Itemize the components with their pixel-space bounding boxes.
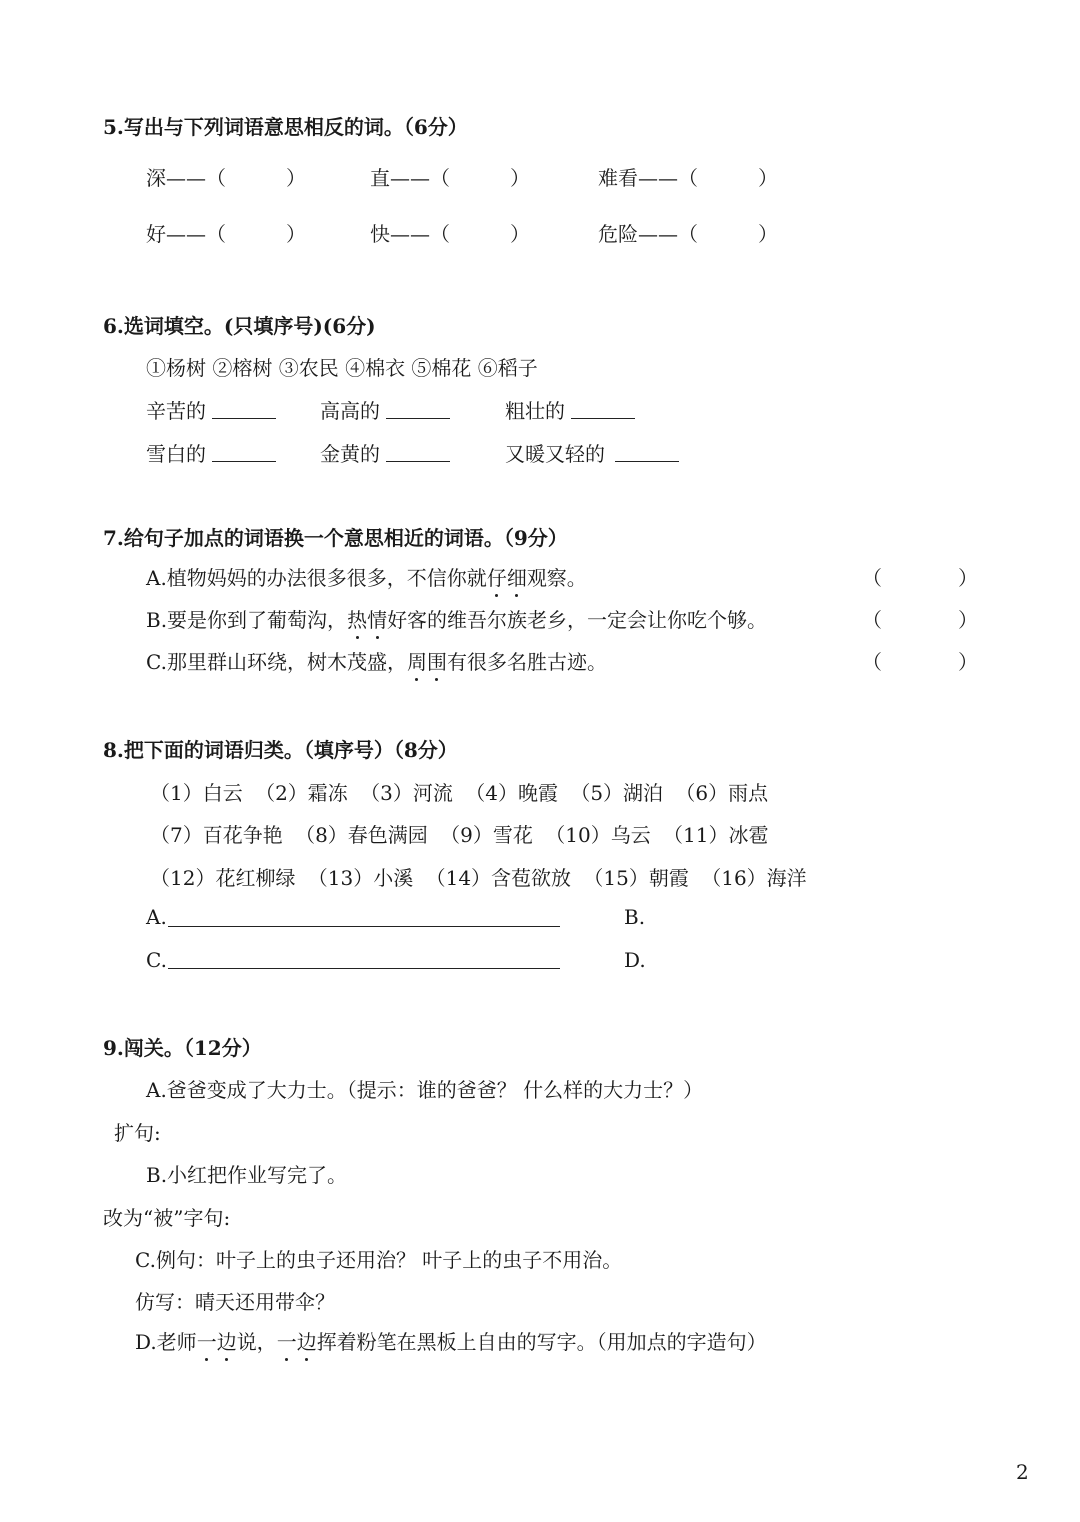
q8-row-2: （7）百花争艳 （8）春色满园 （9）雪花 （10）乌云 （11）冰雹	[150, 823, 769, 847]
q6-blank-2: 高高的	[320, 399, 380, 423]
q6-blank-5: 金黄的	[320, 442, 380, 466]
q7-paren-close-c: ）	[958, 650, 978, 674]
q6-blank-6: 又暖又轻的	[505, 442, 605, 466]
q7-paren-open-a: （	[862, 566, 882, 590]
q7-paren-open-b: （	[862, 608, 882, 632]
q6-blank-1: 辛苦的	[146, 399, 206, 423]
q5-item-1: 深——（ ）	[146, 166, 306, 190]
q7-sentence-c: C.那里群山环绕，树木茂盛，周围有很多名胜古迹。	[146, 646, 607, 675]
emphasis-char: 情	[367, 604, 387, 633]
q5-item-2: 直——（ ）	[370, 166, 530, 190]
q6-blank-3: 粗壮的	[505, 399, 565, 423]
q8-label-b: B.	[624, 905, 646, 929]
page-number: 2	[1016, 1460, 1029, 1484]
q9-dotted-word-1	[197, 1330, 237, 1354]
emphasis-char: 边	[217, 1326, 237, 1355]
q6-blank-5-line[interactable]	[386, 461, 450, 462]
q5-item-6: 危险——（ ）	[598, 222, 778, 246]
q5-item-4: 好——（ ）	[146, 222, 306, 246]
q7-sentence-a: A.植物妈妈的办法很多很多，不信你就仔细观察。	[146, 562, 587, 591]
q9-label-b: 改为“被”字句:	[103, 1206, 231, 1230]
q7-paren-close-a: ）	[958, 566, 978, 590]
q5-item-5: 快——（ ）	[370, 222, 530, 246]
q7-dotted-word-c	[407, 650, 447, 674]
q8-row-1: （1）白云 （2）霜冻 （3）河流 （4）晚霞 （5）湖泊 （6）雨点	[150, 781, 769, 805]
q8-row-3: （12）花红柳绿 （13）小溪 （14）含苞欲放 （15）朝霞 （16）海洋	[150, 866, 807, 890]
q9-part-c: C.例句：叶子上的虫子还用治？ 叶子上的虫子不用治。	[135, 1248, 623, 1272]
emphasis-char: 仔	[487, 562, 507, 591]
q8-label-d: D.	[624, 948, 646, 972]
q7-sentence-b: B.要是你到了葡萄沟，热情好客的维吾尔族老乡，一定会让你吃个够。	[146, 604, 767, 633]
q7-title: 7.给句子加点的词语换一个意思相近的词语。（9分）	[103, 526, 568, 550]
q6-blank-2-line[interactable]	[386, 418, 450, 419]
emphasis-char: 一	[277, 1326, 297, 1355]
q9-part-a: A.爸爸变成了大力士。（提示：谁的爸爸？ 什么样的大力士？）	[146, 1078, 704, 1102]
q7-dotted-word-b	[347, 608, 387, 632]
q6-options: ①杨树 ②榕树 ③农民 ④棉衣 ⑤棉花 ⑥稻子	[146, 356, 538, 380]
q5-title: 5.写出与下列词语意思相反的词。（6分）	[103, 115, 468, 139]
q5-item-3: 难看——（ ）	[598, 166, 778, 190]
q8-line-a[interactable]	[168, 926, 560, 927]
emphasis-char: 边	[297, 1326, 317, 1355]
q6-blank-4-line[interactable]	[212, 461, 276, 462]
q9-label-a: 扩句:	[114, 1121, 161, 1145]
emphasis-char: 热	[347, 604, 367, 633]
q9-dotted-word-2	[277, 1330, 317, 1354]
q6-blank-4: 雪白的	[146, 442, 206, 466]
q8-label-c: C.	[146, 948, 167, 972]
q8-line-c[interactable]	[168, 968, 560, 969]
q8-label-a: A.	[146, 905, 167, 929]
emphasis-char: 细	[507, 562, 527, 591]
emphasis-char: 一	[197, 1326, 217, 1355]
emphasis-char: 周	[407, 646, 427, 675]
q6-blank-6-line[interactable]	[615, 461, 679, 462]
q6-blank-1-line[interactable]	[212, 418, 276, 419]
q6-blank-3-line[interactable]	[571, 418, 635, 419]
q9-title: 9.闯关。（12分）	[103, 1036, 262, 1060]
q9-part-d: D.老师一边说，一边挥着粉笔在黑板上自由的写字。（用加点的字造句）	[135, 1326, 767, 1355]
q6-title: 6.选词填空。(只填序号)(6分)	[103, 314, 376, 338]
q7-dotted-word-a	[487, 566, 527, 590]
q9-part-b: B.小红把作业写完了。	[146, 1163, 348, 1187]
emphasis-char: 围	[427, 646, 447, 675]
q7-paren-open-c: （	[862, 650, 882, 674]
q8-title: 8.把下面的词语归类。（填序号）（8分）	[103, 738, 458, 762]
q7-paren-close-b: ）	[958, 608, 978, 632]
q9-label-c: 仿写：晴天还用带伞？	[135, 1290, 335, 1314]
